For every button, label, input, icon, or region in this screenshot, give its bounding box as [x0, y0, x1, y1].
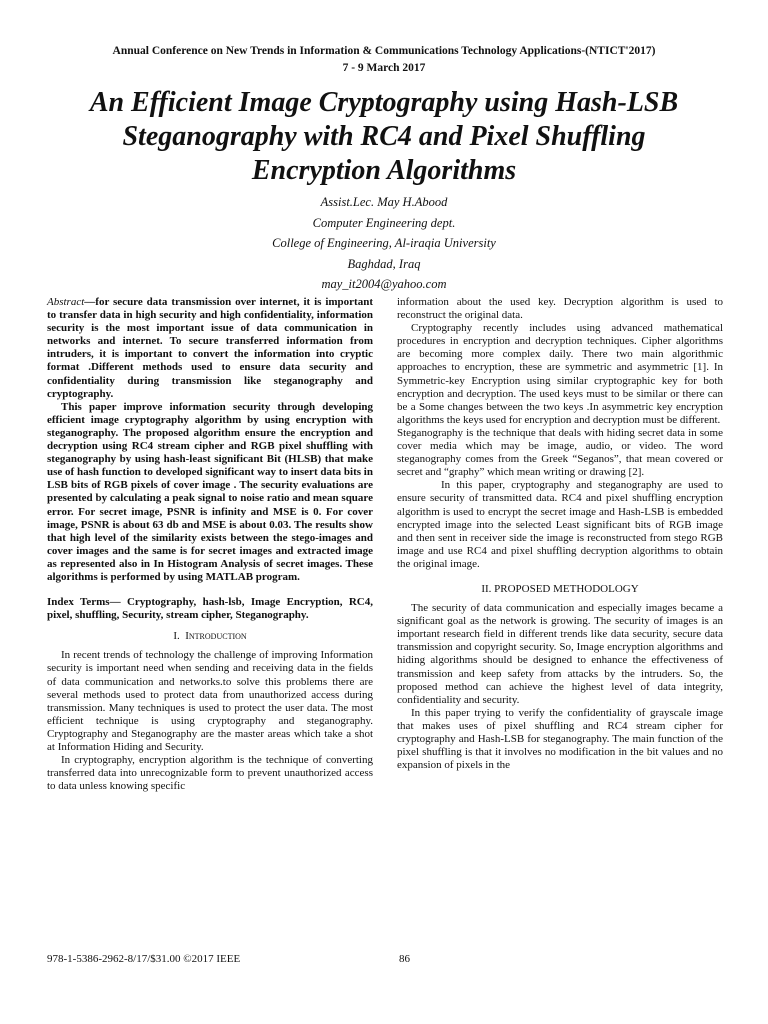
footer-isbn: 978-1-5386-2962-8/17/$31.00 ©2017 IEEE — [47, 953, 241, 965]
author-block — [40, 192, 728, 295]
conference-header — [40, 43, 728, 77]
method-paragraph-1: The security of data communication and especially images became a significant goal as the network is growing. The security of images is an important research field in different trends like data security, secure data transmission and copyright security. So, Image encryption algorithms and hiding algorithms should be designed to enhance the effectiveness of transmission and keep safety from attacks by the intruders. So, the proposed method can achieve the highest level of data integrity, confidentiality and security. — [397, 602, 723, 706]
abstract-label: Abstract — [47, 296, 85, 308]
paper-title — [30, 86, 738, 188]
right-paragraph-4: In this paper, cryptography and steganography are used to ensure security of transmitted data. RC4 and pixel shuffling encryption algorithm is used to encrypt the secret image and Hash-LSB is embedded encrypted image into the selected Least significant bits of RGB image and then sent in receiver side the image is reconstructed from stego RGB image and use RC4 and pixel shuffling decryption algorithms to obtain the original image. — [397, 479, 723, 570]
title-line-1: An Efficient Image Cryptography using Hash-LSB — [89, 87, 679, 118]
conference-name: Annual Conference on New Trends in Information & Communications Technology Applications-(NTICT'2017) — [112, 45, 656, 57]
index-terms: Index Terms— Cryptography, hash-lsb, Image Encryption, RC4, pixel, shuffling, Security, stream cipher, Steganography. — [47, 596, 373, 622]
author-department: Computer Engineering dept. — [312, 215, 456, 230]
conference-dates: 7 - 9 March 2017 — [342, 62, 426, 74]
right-paragraph-2: Cryptography recently includes using advanced mathematical procedures in encryption and decryption techniques. Cipher algorithms are becoming more complex daily. There two main algorithmic approaches to encryption, these are symmetric and asymmetric [1]. In Symmetric-key Encryption using similar cryptographic key for both encryption and decryption. The used keys must to be similar or there can be a Some changes between the two keys .In asymmetric key encryption algorithms the keys used for encryption and decryption must be different. — [397, 322, 723, 426]
section-title: Introduction — [185, 630, 247, 643]
right-paragraph-3: Steganography is the technique that deals with hiding secret data in some cover media which may be image, audio, or video. The word steganography comes from the Greek “Seganos”, that mean covered or secret and “graphy” which mean writing or drawing [2]. — [397, 426, 723, 479]
page-number: 86 — [399, 953, 410, 965]
abstract-dash: — — [84, 296, 96, 308]
right-paragraph-1: information about the used key. Decryption algorithm is used to reconstruct the original data. — [397, 296, 723, 322]
method-paragraph-2: In this paper trying to verify the confidentiality of grayscale image that makes uses of pixel shuffling and RC4 stream cipher for cryptography and Hash-LSB for steganography. The main function of the pixel shuffling is that it involves no modification in the bit values and no expansion of pixels in the — [397, 706, 723, 772]
section-heading-methodology: II. PROPOSED METHODOLOGY — [481, 582, 639, 595]
intro-paragraph-2: In cryptography, encryption algorithm is the technique of converting transferred data into unrecognizable form to prevent unauthorized access to data unless knowing specific — [47, 754, 373, 793]
title-line-2: Steganography with RC4 and Pixel Shuffling — [122, 121, 646, 152]
section-heading-introduction — [47, 630, 373, 643]
abstract-paragraph-1 — [47, 296, 373, 401]
author-name: Assist.Lec. May H.Abood — [320, 195, 448, 209]
title-line-3: Encryption Algorithms — [251, 155, 517, 186]
abstract-paragraph-2: This paper improve information security through developing efficient image cryptography algorithm by using encryption with steganography. The proposed algorithm ensure the encryption and decryption using RC4 stream cipher and RGB pixel shuffling with steganography by using hash-least significant Bit (HLSB) that make use of hash function to developed significant way to insert data bits in LSB bits of RGB pixels of cover image . The security evaluations are presented by calculating a peak signal to noise ratio and mean square error. For secret image, PSNR is infinity and MSE is 0. For cover image, PSNR is about 63 db and MSE is about 0.03. The results show that high level of the similarity exists between the stego-images and cover images and the same is for secret images and extracted image as represented also in In Histogram Analysis of secret images. These algorithms is performed by using MATLAB program. — [47, 400, 373, 583]
left-column — [47, 296, 373, 793]
section-number: I. — [173, 630, 180, 643]
right-column — [397, 296, 723, 772]
abstract-text-1: for secure data transmission over internet, it is important to transfer data in high security and high confidentiality, information security is the most important issue of data communication in networks and internet. To secure transferred information from intruders, it is important to convert the information into cryptic format .Different methods used to ensure data security and confidentiality during transmission like steganography and cryptography. — [47, 296, 373, 400]
author-city: Baghdad, Iraq — [347, 256, 421, 271]
author-email: may_it2004@yahoo.com — [321, 277, 447, 292]
intro-paragraph-1: In recent trends of technology the challenge of improving Information security is important need when sending and receiving data in the fields of data communication and networks.to solve this problems there are several methods used to protect data from unauthorized access during transmission. Many techniques is used to protect the user data. The most efficient technique is using cryptography and steganography. Cryptography and Steganography are the master areas which take a shot at Information Hiding and Security. — [47, 649, 373, 753]
author-college: College of Engineering, Al-iraqia University — [272, 236, 496, 251]
